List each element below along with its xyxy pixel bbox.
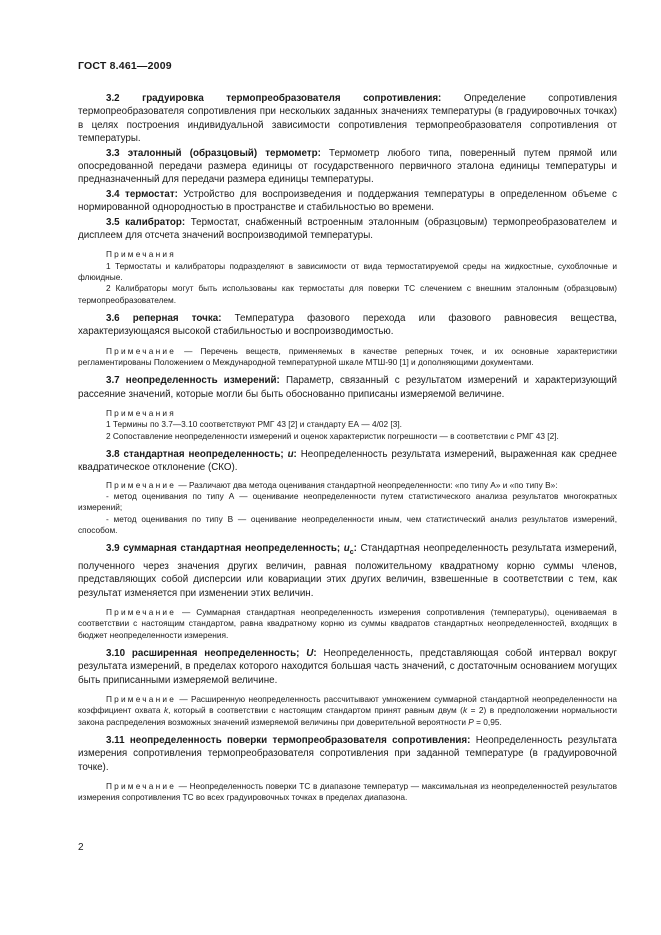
note: Примечание — Суммарная стандартная неопределенность измерения сопротивления (температуры), оцениваемая в соответствии с настоящим стандартом, равна квадратному корню из суммы квадратов стандартных неопределенностей, входящих в бюджет неопределенности измерения. xyxy=(78,606,617,640)
definition-3-11: 3.11 неопределенность поверки термопреобразователя сопротивления: Неопределенность результата измерения сопротивления термопреобразователя сопротивления при заданной температуре (в градуировочной точке). xyxy=(78,734,617,773)
definition-3-4: 3.4 термостат: Устройство для воспроизведения и поддержания температуры в определенном объеме с нормированной однородностью в пространстве и стабильностью во времени. xyxy=(78,188,618,214)
page-number: 2 xyxy=(78,842,84,853)
document-body xyxy=(78,92,617,804)
term: 3.3 эталонный (образцовый) термометр: xyxy=(106,147,321,159)
notes-heading: Примечания xyxy=(106,249,176,260)
definition-3-8: 3.8 стандартная неопределенность; u: Неопределенность результата измерений, выраженная как среднее квадратическое отклонение (СКО). xyxy=(78,449,617,474)
term: 3.7 неопределенность измерений: xyxy=(106,375,280,387)
note: Примечание — Перечень веществ, применяемых в качестве реперных точек, и их основные характеристики регламентированы Положением о Международной температурной шкале МТШ-90 [1] и дополняющими документами. xyxy=(78,345,617,368)
term: 3.11 неопределенность поверки термопреобразователя сопротивления: xyxy=(106,734,471,746)
term: 3.2 градуировка термопреобразователя сопротивления: xyxy=(106,93,442,104)
note-item: 2 Сопоставление неопределенности измерений и оценок характеристик погрешности — в соответствии с РМГ 43 [2]. xyxy=(106,430,559,441)
definition-3-10: 3.10 расширенная неопределенность; U: Неопределенность, представляющая собой интервал вокруг результата измерений, в пределах которого находится большая часть значений, с достаточным основанием могущих быть приписанными измеряемой величине. xyxy=(78,647,617,686)
symbol: u xyxy=(287,449,294,461)
term: 3.10 расширенная неопределенность; xyxy=(106,647,300,659)
definition-3-5: 3.5 калибратор: Термостат, снабженный встроенным эталонным (образцовым) термопреобразователем и дисплеем для отсчета значений воспроизводимой температуры. xyxy=(78,216,617,242)
note-list-item: - метод оценивания по типу А — оценивание неопределенности путем статистического анализа результатов многократных измерений; xyxy=(78,491,617,513)
note-item: 1 Термины по 3.7—3.10 соответствуют РМГ 43 [2] и стандарту ЕА — 4/02 [3]. xyxy=(106,419,402,430)
symbol: U xyxy=(306,647,314,659)
note: Примечание — Расширенную неопределенность рассчитывают умножением суммарной стандартной неопределенности на коэффициент охвата k, который в соответствии с настоящим стандартом принят равным двум (k = 2) в предположении нормальности закона распределения возможных значений измеряемой величины при доверительной вероятности P = 0,95. xyxy=(78,694,617,727)
note: Примечание — Неопределенность поверки ТС в диапазоне температур — максимальная из неопределенностей результатов измерения сопротивления ТС во всех градуировочных точках в пределах диапазона. xyxy=(78,781,617,803)
note-list-item: - метод оценивания по типу В — оценивание неопределенности иным, чем статистический анализ результатов измерений, способом. xyxy=(78,513,617,536)
definition-3-3: 3.3 эталонный (образцовый) термометр: Термометр любого типа, поверенный путем прямой или опосредованной передачи размера единицы от государственного первичного эталона единицы температуры и предназначенный для передачи размера единицы температуры. xyxy=(78,147,617,186)
term: 3.9 суммарная стандартная неопределенность; xyxy=(106,543,341,555)
term: 3.5 калибратор: xyxy=(106,216,186,228)
notes-heading: Примечания xyxy=(106,408,176,419)
symbol: u xyxy=(343,543,350,555)
definition-3-9: 3.9 суммарная стандартная неопределенность; $u_c$: Стандартная неопределенность результата измерений, полученного через значения других величин, равная положительному квадратному корню суммы членов, представляющих собой дисперсии или ковариации этих других величин, взвешенные в соответствии с тем, как результат изменяется при изменении этих величин. xyxy=(78,543,617,599)
note: Примечание — Различают два метода оценивания стандартной неопределенности: «по типу А» и «по типу В»: xyxy=(106,479,558,490)
definition-3-2: 3.2 градуировка термопреобразователя сопротивления: Определение сопротивления термопреобразователя сопротивления при нескольких заданных значениях температуры (в градуировочных точках) в целях построения индивидуальной зависимости сопротивления термопреобразователя сопротивления от температуры. xyxy=(78,93,618,145)
term: 3.8 стандартная неопределенность; xyxy=(106,449,284,461)
note-item: 2 Калибраторы могут быть использованы как термостаты для поверки ТС слечением с внешним эталонным (образцовым) термопреобразователем. xyxy=(78,283,617,305)
term: 3.6 реперная точка: xyxy=(106,312,222,324)
term: 3.4 термостат: xyxy=(106,188,178,200)
definition-3-6: 3.6 реперная точка: Температура фазового перехода или фазового равновесия вещества, характеризующаяся высокой стабильностью и воспроизводимостью. xyxy=(78,312,618,338)
note-item: 1 Термостаты и калибраторы подразделяют в зависимости от вида термостатируемой среды на жидкостные, сухоблочные и флюидные. xyxy=(78,260,617,283)
definition-3-7: 3.7 неопределенность измерений: Параметр, связанный с результатом измерений и характеризующий рассеяние значений, которые могли бы быть обоснованно приписаны измеряемой величине. xyxy=(78,375,617,400)
document-header: ГОСТ 8.461—2009 xyxy=(78,60,172,72)
